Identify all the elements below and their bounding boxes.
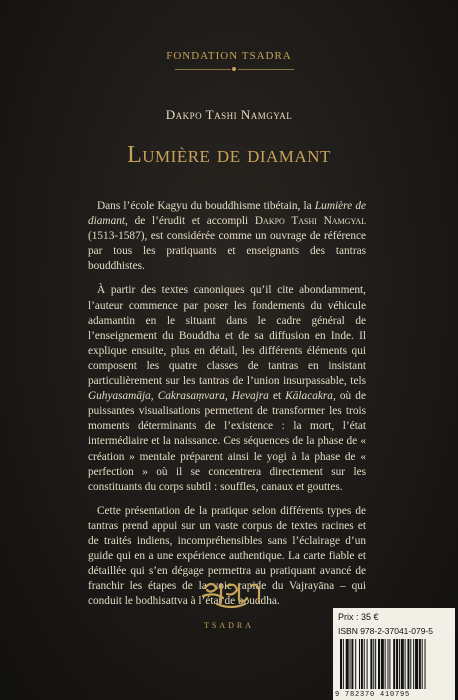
isbn-label: ISBN 978-2-37041-079-5 xyxy=(338,626,433,636)
blurb-run: Dakpo Tashi Namgyal xyxy=(254,215,366,228)
blurb-run: , où de puissantes visualisations permettent de transformer les trois moments déterminants de l’existence : la mort, l’état intermédiaire et la naissance. Ces séquences de la phase de « création » mentale préparent ainsi le yogi à la phase de « perfection » où il se concentrera directement sur les constituants du corps subtil : souffles, canaux et gouttes. xyxy=(88,390,366,493)
blurb-paragraph xyxy=(88,199,366,274)
blurb-run: Dans l’école Kagyu du bouddhisme tibétain, la xyxy=(97,200,315,212)
blurb-run: À partir des textes canoniques qu’il cite abondamment, l’auteur commence par poser les fondements du véhicule adamantin en le situant dans le cadre général de l’enseignement du Bouddha et de sa diffusion en Inde. Il explique ensuite, plus en détail, les différents éléments qui composent les quatre classes de tantras en insistant particulièrement sur les tantras de l’union insurpassable, tels xyxy=(88,284,366,388)
ornament-rule-left xyxy=(175,69,231,70)
blurb-run: Kālacakra xyxy=(285,390,333,403)
book-title: Lumière de diamant xyxy=(127,142,331,168)
price-sticker xyxy=(333,608,455,700)
series-name: FONDATION TSADRA xyxy=(166,50,292,62)
barcode-digits: 9 782370 410795 xyxy=(335,691,411,699)
blurb-run: Lumière de diamant xyxy=(88,200,366,228)
author-name: Dakpo Tashi Namgyal xyxy=(165,107,293,122)
blurb-run: et xyxy=(268,390,286,403)
blurb-run: Guhyasamāja, Cakrasaṃvara, Hevajra xyxy=(88,390,269,403)
blurb-run: Cette présentation de la pratique selon différents types de tantras prend appui sur un vaste corpus de textes racines et de traités indiens, incompréhensibles sans l’éclairage d’un guide qui en a une expérience authentique. La carte fiable et détaillée qui s’en dégage permettra au pratiquant avancé de franchir les étapes de la voie rapide du Vajrayāna – qui conduit le bodhisattva à l’état de bouddha. xyxy=(88,504,366,608)
price-label: Prix : 35 € xyxy=(338,612,379,622)
publisher-logo-text: TSADRA xyxy=(203,621,254,630)
blurb-run: , de l’érudit et accompli xyxy=(125,215,255,228)
ornament-rule-right xyxy=(238,69,294,70)
tsadra-logo-icon xyxy=(197,574,267,614)
blurb-paragraph xyxy=(88,283,366,494)
blurb-text xyxy=(88,199,366,618)
barcode-icon xyxy=(338,639,450,691)
blurb-run: (1513-1587), est considérée comme un ouvrage de référence par tous les pratiquants et enseignants des tantras bouddhistes. xyxy=(88,230,366,273)
ornament-dot xyxy=(232,67,236,71)
